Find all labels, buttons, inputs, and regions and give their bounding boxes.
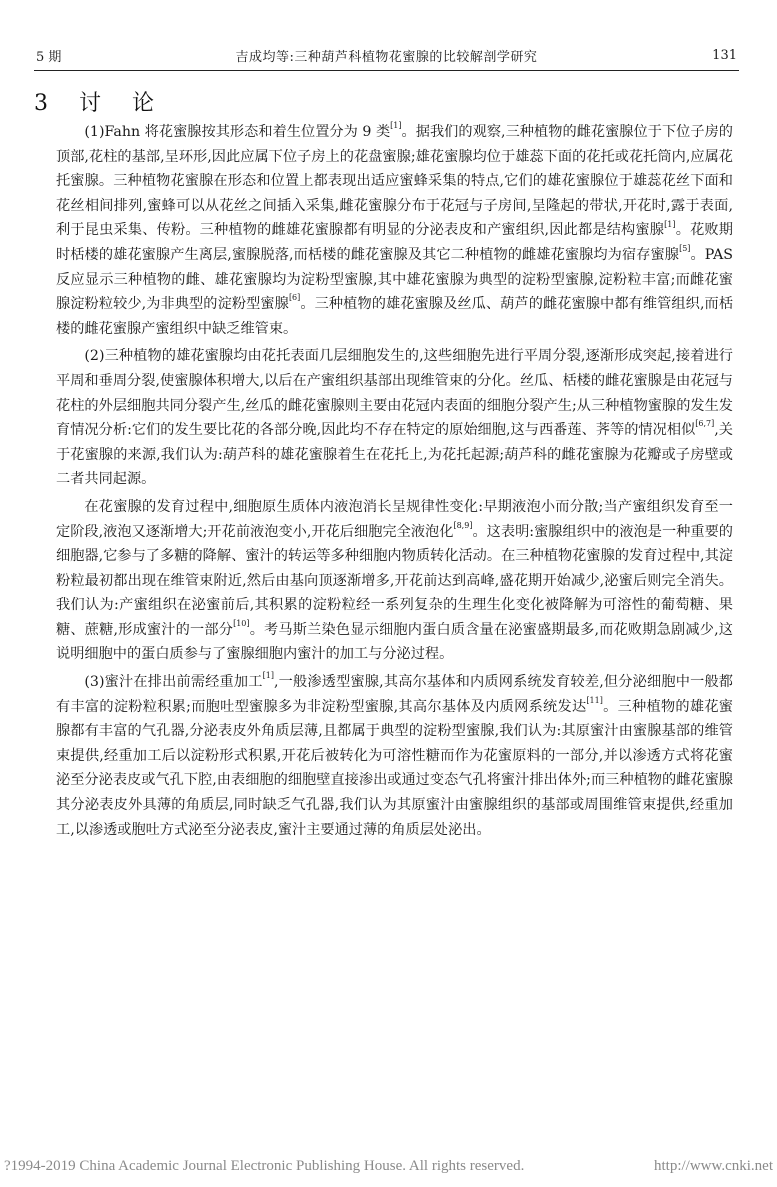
- citation-ref: [8,9]: [453, 520, 473, 530]
- citation-ref: [5]: [679, 244, 691, 254]
- footer-url: http://www.cnki.net: [653, 1158, 773, 1174]
- citation-ref: [6]: [288, 293, 301, 303]
- citation-ref: [10]: [233, 619, 250, 629]
- citation-ref: [1]: [390, 121, 402, 131]
- text-run: ,关于花蜜腺的来源,我们认为:葫芦科的雄花蜜腺着生在花托上,为花托起源;葫芦科的雌花蜜腺为花瓣或子房壁或二者共同起源。: [56, 422, 733, 488]
- paragraph-4: [56, 670, 733, 842]
- section-heading: 3 讨 论: [34, 91, 166, 116]
- paragraph-3: [56, 495, 733, 667]
- text-run: 。花败期时栝楼的雄花蜜腺产生离层,蜜腺脱落,而栝楼的雌花蜜腺及其它二种植物的雌雄花蜜腺均为宿存蜜腺: [56, 222, 733, 263]
- text-run: 。三种植物的雄花蜜腺及丝瓜、葫芦的雌花蜜腺中都有维管组织,而栝楼的雌花蜜腺产蜜组织中缺乏维管束。: [56, 296, 734, 337]
- text-run: (1)Fahn 将花蜜腺按其形态和着生位置分为 9 类: [84, 124, 391, 140]
- text-run: 。据我们的观察,三种植物的雌花蜜腺位于下位子房的顶部,花柱的基部,呈环形,因此应属下位子房上的花盘蜜腺;雄花蜜腺均位于雄蕊下面的花托或花托筒内,应属花托蜜腺。三种植物花蜜腺在形态和位置上都表现出适应蜜蜂采集的特点,它们的雄花蜜腺位于雄蕊花丝下面和花丝相间排列,蜜蜂可以从花丝之间插入采集,雌花蜜腺分布于花冠与子房间,呈隆起的带状,开花时,露于表面,利于昆虫采集、传粉。三种植物的雌雄花蜜腺都有明显的分泌表皮和产蜜组织,因此都是结构蜜腺: [56, 124, 733, 239]
- copyright-notice: ?1994-2019 China Academic Journal Electronic Publishing House. All rights reserved.: [4, 1158, 525, 1174]
- citation-ref: [1]: [664, 219, 676, 229]
- paragraph-2: [56, 344, 733, 492]
- text-run: (3)蜜汁在排出前需经重加工: [84, 674, 263, 691]
- citation-ref: [6,7]: [695, 419, 715, 429]
- paragraph-1: [56, 120, 733, 341]
- header-rule: [34, 70, 739, 71]
- citation-ref: [1]: [262, 671, 274, 681]
- text-run: 。这表明:蜜腺组织中的液泡是一种重要的细胞器,它参与了多糖的降解、蜜汁的转运等多种细胞内物质转化活动。在三种植物花蜜腺的发育过程中,其淀粉粒最初都出现在维管束附近,然后由基向顶逐渐增多,开花前达到高峰,盛花期开始减少,泌蜜后则完全消失。我们认为:产蜜组织在泌蜜前后,其积累的淀粉粒经一系列复杂的生理生化变化被降解为可溶性的葡萄糖、果糖、蔗糖,形成蜜汁的一部分: [56, 523, 733, 638]
- running-header: [36, 42, 737, 68]
- text-run: 在花蜜腺的发育过程中,细胞原生质体内液泡消长呈规律性变化:早期液泡小而分散;当产蜜组织发育至一定阶段,液泡又逐渐增大;开花前液泡变小,开花后细胞完全液泡化: [56, 498, 733, 540]
- citation-ref: [11]: [586, 695, 603, 705]
- page-footer: [0, 1158, 777, 1175]
- body-text: [56, 120, 733, 845]
- text-run: 。三种植物的雄花蜜腺都有丰富的气孔器,分泌表皮外角质层薄,且都属于典型的淀粉型蜜腺,我们认为:其原蜜汁由蜜腺基部的维管束提供,经重加工后以淀粉形式积累,开花后被转化为可溶性糖而作为花蜜原料的一部分,并以渗透方式将花蜜泌至分泌表皮或气孔下腔,由表细胞的细胞壁直接渗出或通过变态气孔将蜜汁排出体外;而三种植物的雌花蜜腺其分泌表皮外具薄的角质层,同时缺乏气孔器,我们认为其原蜜汁由蜜腺组织的基部或周围维管束提供,经重加工,以渗透或胞吐方式泌至分泌表皮,蜜汁主要通过薄的角质层处泌出。: [56, 698, 733, 838]
- issue-number: 5 期: [36, 49, 62, 65]
- running-title: 吉成均等:三种葫芦科植物花蜜腺的比较解剖学研究: [235, 49, 538, 65]
- text-run: (2)三种植物的雄花蜜腺均由花托表面几层细胞发生的,这些细胞先进行平周分裂,逐渐形成突起,接着进行平周和垂周分裂,使蜜腺体积增大,以后在产蜜组织基部出现维管束的分化。丝瓜、栝楼的雌花蜜腺是由花冠与花柱的外层细胞共同分裂产生,丝瓜的雌花蜜腺则主要由花冠内表面的细胞分裂产生;从三种植物蜜腺的发生发育情况分析:它们的发生要比花的各部分晚,因此均不存在特定的原始细胞,这与西番莲、荠等的情况相似: [56, 348, 733, 439]
- text-run: ,一般渗透型蜜腺,其高尔基体和内质网系统发育较差,但分泌细胞中一般都有丰富的淀粉粒积累;而胞吐型蜜腺多为非淀粉型蜜腺,其高尔基体及内质网系统发达: [56, 674, 733, 715]
- page-number: 131: [712, 47, 737, 63]
- text-run: 。PAS 反应显示三种植物的雌、雄花蜜腺均为淀粉型蜜腺,其中雄花蜜腺为典型的淀粉型蜜腺,淀粉粒丰富;而雌花蜜腺淀粉粒较少,为非典型的淀粉型蜜腺: [56, 246, 733, 313]
- text-run: 。考马斯兰染色显示细胞内蛋白质含量在泌蜜盛期最多,而花败期急剧减少,这说明细胞中的蛋白质参与了蜜腺细胞内蜜汁的加工与分泌过程。: [56, 621, 733, 663]
